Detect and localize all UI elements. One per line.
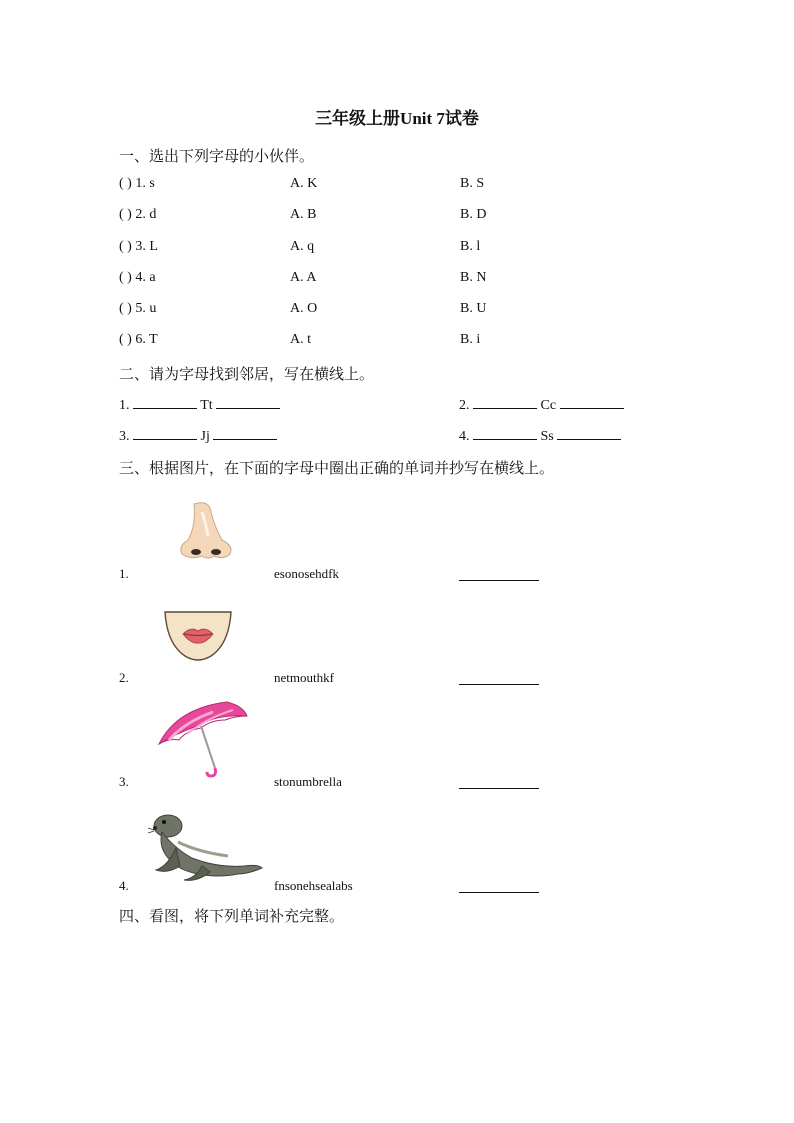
word-search-row bbox=[119, 774, 679, 794]
question-text: ( ) 4. a bbox=[119, 270, 156, 285]
question-text: ( ) 3. L bbox=[119, 239, 158, 254]
mouth-picture bbox=[161, 610, 235, 662]
question-text: ( ) 1. s bbox=[119, 176, 155, 191]
neighbor-row bbox=[119, 396, 679, 416]
matching-row bbox=[119, 176, 679, 196]
page-title: 三年级上册Unit 7试卷 bbox=[315, 109, 479, 128]
option-b: B. S bbox=[460, 176, 485, 191]
answer-blank[interactable] bbox=[216, 396, 280, 409]
item-number: 2. bbox=[119, 670, 129, 685]
answer-blank[interactable] bbox=[473, 396, 537, 409]
question-text: ( ) 5. u bbox=[119, 301, 157, 316]
item-number: 4. bbox=[119, 878, 129, 893]
word-search-row bbox=[119, 566, 679, 586]
question-text: ( ) 6. T bbox=[119, 332, 158, 347]
option-a: A. A bbox=[290, 270, 317, 285]
answer-blank[interactable] bbox=[473, 427, 537, 440]
letter-string: stonumbrella bbox=[274, 774, 342, 789]
seal-picture bbox=[148, 808, 264, 882]
option-a: A. t bbox=[290, 332, 311, 347]
word-search-row bbox=[119, 878, 679, 898]
item-number: 4. bbox=[459, 429, 470, 444]
letter-pair: Cc bbox=[540, 398, 557, 413]
option-a: A. O bbox=[290, 301, 318, 316]
matching-row bbox=[119, 207, 679, 227]
matching-row bbox=[119, 239, 679, 259]
letter-string: esonosehdfk bbox=[274, 566, 339, 581]
matching-row bbox=[119, 301, 679, 321]
option-b: B. D bbox=[460, 207, 487, 222]
option-a: A. q bbox=[290, 239, 315, 254]
answer-blank[interactable] bbox=[557, 427, 621, 440]
answer-blank[interactable] bbox=[560, 396, 624, 409]
answer-blank[interactable] bbox=[213, 427, 277, 440]
question-text: ( ) 2. d bbox=[119, 207, 157, 222]
option-a: A. B bbox=[290, 207, 317, 222]
item-number: 1. bbox=[119, 398, 130, 413]
umbrella-picture bbox=[157, 698, 249, 780]
section3-heading: 三、根据图片，在下面的字母中圈出正确的单词并抄写在横线上。 bbox=[119, 459, 555, 477]
option-b: B. i bbox=[460, 332, 481, 347]
section2-heading: 二、请为字母找到邻居，写在横线上。 bbox=[119, 365, 375, 383]
word-search-row bbox=[119, 670, 679, 690]
section1-heading: 一、选出下列字母的小伙伴。 bbox=[119, 147, 315, 165]
section4-heading: 四、看图，将下列单词补充完整。 bbox=[119, 907, 345, 925]
nose-picture bbox=[176, 500, 236, 562]
matching-row bbox=[119, 332, 679, 352]
neighbor-item bbox=[119, 396, 280, 414]
neighbor-item bbox=[459, 396, 624, 414]
item-number: 3. bbox=[119, 429, 130, 444]
neighbor-item bbox=[459, 427, 621, 445]
letter-pair: Jj bbox=[200, 429, 210, 444]
letter-pair: Ss bbox=[540, 429, 554, 444]
answer-blank[interactable] bbox=[133, 427, 197, 440]
matching-row bbox=[119, 270, 679, 290]
item-number: 2. bbox=[459, 398, 470, 413]
answer-blank[interactable] bbox=[133, 396, 197, 409]
letter-string: fnsonehsealabs bbox=[274, 878, 353, 893]
neighbor-item bbox=[119, 427, 277, 445]
neighbor-row bbox=[119, 427, 679, 447]
item-number: 1. bbox=[119, 566, 129, 581]
option-b: B. l bbox=[460, 239, 481, 254]
letter-string: netmouthkf bbox=[274, 670, 334, 685]
option-a: A. K bbox=[290, 176, 318, 191]
option-b: B. N bbox=[460, 270, 487, 285]
item-number: 3. bbox=[119, 774, 129, 789]
option-b: B. U bbox=[460, 301, 487, 316]
letter-pair: Tt bbox=[200, 398, 213, 413]
